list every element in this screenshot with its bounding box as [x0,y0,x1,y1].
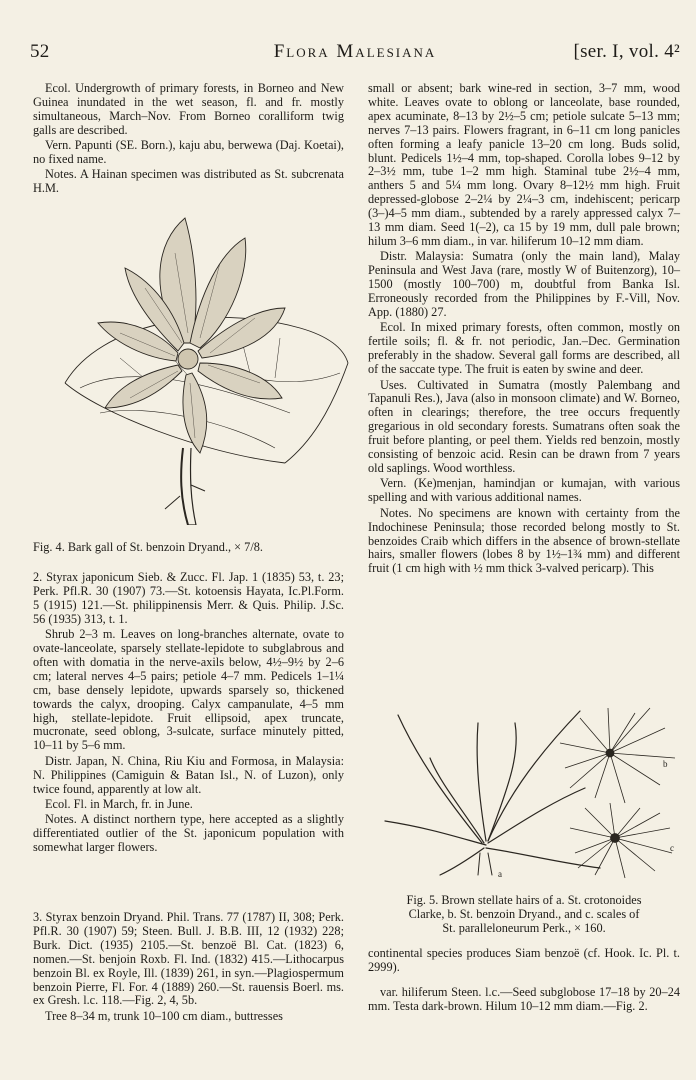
paragraph: Distr. Malaysia: Sumatra (only the main land), Malay Peninsula and West Java (rare, mostly W of Buitenzorg), 10–1500 (mostly 100–700) m, doubtful from Banka Isl. Erroneously recorded from the Philippines by F.-Vill, Nov. App. (1880) 27. [368,249,680,319]
page-number: 52 [30,41,50,62]
left-column-species-3 [33,911,344,1025]
caption-line: Clarke, b. St. benzoin Dryand., and c. scales of [408,907,640,921]
figure-4-caption: Fig. 4. Bark gall of St. benzoin Dryand., × 7/8. [33,540,263,554]
paragraph: Uses. Cultivated in Sumatra (mostly Palembang and Tapanuli Res.), Java (also in monsoon climate) and W. Borneo, often in clearings; therefore, the tree occurs frequently gregarious in old secondary forests. Sumatrans often soak the fruit before planting, or peel them. Yields red benzoin, mostly consisting of benzoic acid. Resin can be drawn from 7 years old saplings. Wood worthless. [368,377,680,475]
page-header [30,41,680,67]
paragraph: Ecol. Undergrowth of primary forests, in Borneo and New Guinea inundated in the wet season, fl. and fr. mostly simultaneous, March–Nov. From Borneo coralliform twig galls are described. [33,81,344,137]
paragraph: 2. Styrax japonicum Sieb. & Zucc. Fl. Jap. 1 (1835) 53, t. 23; Perk. Pfl.R. 30 (1907) 73.—St. kotoensis Hayata, Ic.Pl.Form. 5 (1915) 121.—St. philippinensis Merr. & Quis. Philip. J.Sc. 56 (1935) 313, t. 1. [33,570,344,626]
right-column-top [368,82,680,578]
paragraph: Notes. A Hainan specimen was distributed as St. subcrenata H.M. [33,167,344,196]
left-column-species-2 [33,571,344,857]
paragraph: Notes. A distinct northern type, here accepted as a slightly differentiated outlier of the St. japonicum population with somewhat larger flowers. [33,812,344,855]
paragraph: small or absent; bark wine-red in section, 3–7 mm, wood white. Leaves ovate to oblong or lanceolate, base rounded, apex acuminate, 8–13 by 2½–5 cm; petiole sulcate 5–13 mm; nerves 7–13 pairs. Flowers fragrant, in 6–11 cm long panicles often forming a leafy panicle 13–20 cm long. Buds solid, blunt. Pedicels 1½–4 mm, top-shaped. Corolla lobes 9–12 by 2–3½ mm, tube 1–2 mm high. Staminal tube 2½–4 mm, anthers 5 and 5¼ mm long. Ovary 8–12½ mm high. Fruit depressed-globose 2–2¼ by 2¼–3 cm, indehiscent; pericarp (3–)4–5 mm diam., subtended by a rarely appressed calyx 7–13 mm diam. Seed 1(–2), ca 15 by 19 mm, dull pale brown; hilum 3–6 mm diam., in var. hiliferum 10–12 mm diam. [368,81,680,248]
caption-line: St. paralleloneurum Perk., × 160. [442,921,606,935]
figure-label-b: b [663,759,668,769]
paragraph: Vern. Papunti (SE. Born.), kaju abu, berwewa (Daj. Koetai), no fixed name. [33,138,344,167]
paragraph: Ecol. In mixed primary forests, often common, mostly on fertile soils; fl. & fr. not periodic, Jan.–Dec. Germination preferably in the shadow. Several gall forms are described, all of the saccate type. The fruit is eaten by swine and deer. [368,320,680,377]
right-column-bottom [368,947,680,1015]
figure-label-a: a [498,869,502,879]
figure-label-c: c [670,843,674,853]
paragraph: Tree 8–34 m, trunk 10–100 cm diam., buttresses [45,1008,283,1023]
paragraph: continental species produces Siam benzoë (cf. Hook. Ic. Pl. t. 2999). [368,946,680,974]
paragraph: 3. Styrax benzoin Dryand. Phil. Trans. 77 (1787) II, 308; Perk. Pfl.R. 30 (1907) 59; Steen. Bull. J. B.B. III, 12 (1932) 228; Burk. Dict. (1935) 2105.—St. benzoë Bl. Cat. (1823) 6, nomen.—St. benjoin Roxb. Fl. Ind. (1832) 415.—Lithocarpus benzoin Bl. ex Royle, Ill. (1839) 261, in syn.—Plagiospermum benzoin Pierre, Fl. For. 4 (1889) 260.—St. rauensis Boerl. ms. ex Gresh. l.c. 118.—Fig. 2, 4, 5b. [33,910,344,1008]
left-column-top [33,82,344,198]
paragraph: Shrub 2–3 m. Leaves on long-branches alternate, ovate to ovate-lanceolate, sparsely stellate-lepidote to subglabrous and often with domatia in the nerve-axils below, 4½–9½ by 2–6 cm; lateral nerves 4–5 pairs; petiole 4–7 mm. Pedicels 1–1¼ cm, base densely lepidote, upwards sparsely so, thickened towards the calyx, drooping. Calyx campanulate, 4–5 mm high, stellate-lepidote. Fruit ellipsoid, apex truncate, mucronate, seed oblong, 3-sulcate, surface minutely pitted, 10–11 by 5–6 mm. [33,627,344,753]
paragraph: Ecol. Fl. in March, fr. in June. [45,797,193,811]
figure-5-caption [368,893,680,935]
paragraph: Vern. (Ke)menjan, hamindjan or kumajan, with various spelling and with various additional names. [368,476,680,505]
running-title: Flora Malesiana [273,41,437,62]
stellate-hairs-illustration [370,703,682,881]
paragraph: var. hiliferum Steen. l.c.—Seed subglobose 17–18 by 20–24 mm. Testa dark-brown. Hilum 10–12 mm diam.—Fig. 2. [368,984,680,1013]
caption-line: Fig. 5. Brown stellate hairs of a. St. crotonoides [406,893,642,907]
bark-gall-illustration [60,213,350,525]
series-volume: [ser. I, vol. 4² [573,41,680,62]
paragraph: Distr. Japan, N. China, Riu Kiu and Formosa, in Malaysia: N. Philippines (Camiguin & Batan Isl., N. of Luzon), only twice found, apparently at low alt. [33,753,344,796]
paragraph: Notes. No specimens are known with certainty from the Indochinese Peninsula; those recorded belong mostly to St. benzoides Craib which differs in the absence of brown-stellate hairs, smaller flowers (lobes 8 by 1½–1¾ mm) and different fruit (1 cm high with ½ mm thick 3-valved pericarp). This [368,505,680,576]
